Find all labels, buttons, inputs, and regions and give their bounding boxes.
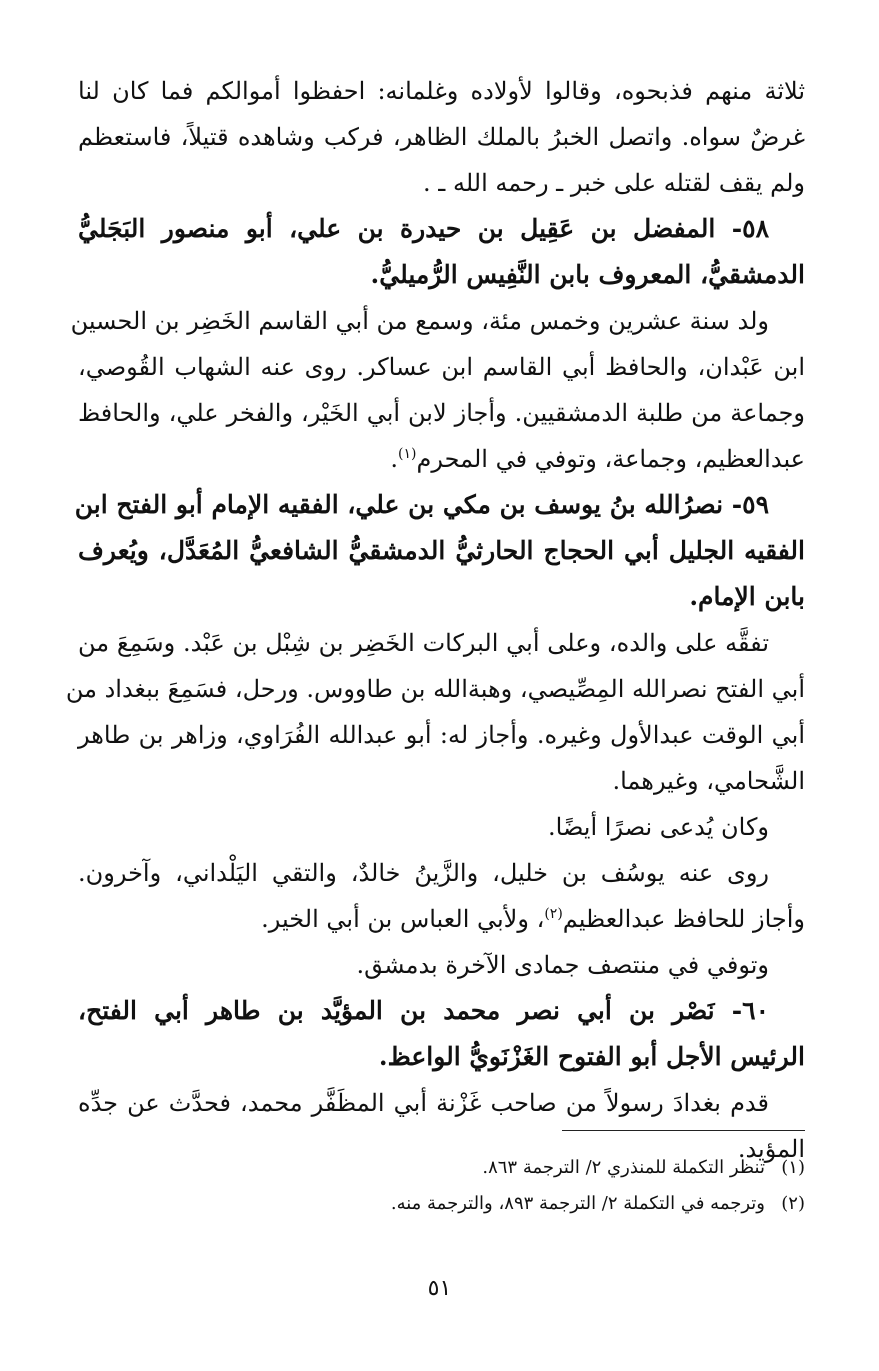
footnote-ref-1[interactable]: (١) xyxy=(398,446,417,462)
text-line: ولم يقف لقتله على خبر ـ رحمه الله ـ . xyxy=(423,169,805,197)
text-segment: وأجاز للحافظ عبدالعظيم xyxy=(562,905,805,933)
entry-59-heading xyxy=(74,482,805,620)
text-line: وتوفي في منتصف جمادى الآخرة بدمشق. xyxy=(356,951,769,979)
text-segment: عبدالعظيم، وجماعة، وتوفي في المحرم xyxy=(416,445,805,473)
text-line: أبي الوقت عبدالأول وغيره. وأجاز له: أبو عبدالله الفُرَاوي، وزاهر بن طاهر xyxy=(78,721,805,749)
text-line: وكان يُدعى نصرًا أيضًا. xyxy=(548,813,769,841)
text-line: روى عنه يوسُف بن خليل، والزَّينُ خالدٌ، والتقي اليَلْداني، وآخرون. xyxy=(78,859,770,887)
entry-59-paragraph-3 xyxy=(78,850,805,942)
footnote-number: (٢) xyxy=(781,1193,805,1214)
text-line: قدم بغدادَ رسولاً من صاحب غَزْنة أبي المظَفَّر محمد، فحدَّث عن جدِّه xyxy=(78,1089,769,1117)
entry-59-paragraph-2 xyxy=(78,804,805,850)
page-body xyxy=(65,68,806,1172)
text-line xyxy=(78,896,805,942)
heading-line: ٥٩- نصرُالله بنُ يوسف بن مكي بن علي، الفقيه الإمام أبو الفتح ابن xyxy=(74,490,769,519)
text-line: ابن عَبْدان، والحافظ أبي القاسم ابن عساكر. روى عنه الشهاب القُوصي، xyxy=(78,353,805,381)
entry-58-heading xyxy=(78,206,805,298)
heading-line: بابن الإمام. xyxy=(689,582,805,611)
text-line: المؤيد. xyxy=(737,1135,805,1163)
text-line: الشَّحامي، وغيرهما. xyxy=(612,767,805,795)
footnote-1 xyxy=(78,1150,805,1186)
footnote-text: تنظر التكملة للمنذري ٢/ الترجمة ٨٦٣. xyxy=(482,1157,765,1178)
footnote-text: وترجمه في التكملة ٢/ الترجمة ٨٩٣، والترجمة منه. xyxy=(390,1193,765,1214)
heading-line: الرئيس الأجل أبو الفتوح الغَزْنَويُّ الواعظ. xyxy=(378,1042,805,1071)
heading-line: الفقيه الجليل أبي الحجاج الحارثيُّ الدمشقيُّ الشافعيُّ المُعَدَّل، ويُعرف xyxy=(78,536,805,565)
footnotes xyxy=(78,1150,805,1222)
entry-59-paragraph-4 xyxy=(78,942,805,988)
entry-59-paragraph-1 xyxy=(65,620,805,804)
footnote-number: (١) xyxy=(781,1157,805,1178)
heading-line: الدمشقيُّ، المعروف بابن النَّفِيس الرُّميليُّ. xyxy=(370,260,805,289)
text-line: ولد سنة عشرين وخمس مئة، وسمع من أبي القاسم الخَضِر بن الحسين xyxy=(70,307,769,335)
text-segment: ، ولأبي العباس بن أبي الخير. xyxy=(261,905,545,933)
entry-60-heading xyxy=(78,988,805,1080)
heading-line: ٦٠- نَصْر بن أبي نصر محمد بن المؤيَّد بن طاهر أبي الفتح، xyxy=(78,996,769,1025)
paragraph-intro xyxy=(78,68,805,206)
footnote-2 xyxy=(78,1186,805,1222)
text-line xyxy=(78,436,805,482)
text-line: وجماعة من طلبة الدمشقيين. وأجاز لابن أبي الخَيْر، والفخر علي، والحافظ xyxy=(78,399,806,427)
entry-58-body xyxy=(70,298,806,482)
text-line: ثلاثة منهم فذبحوه، وقالوا لأولاده وغلمانه: احفظوا أموالكم فما كان لنا xyxy=(78,77,805,105)
heading-line: ٥٨- المفضل بن عَقِيل بن حيدرة بن علي، أبو منصور البَجَليُّ xyxy=(78,214,769,243)
text-line: تفقَّه على والده، وعلى أبي البركات الخَضِر بن شِبْل بن عَبْد. وسَمِعَ من xyxy=(78,629,769,657)
page-number: ٥١ xyxy=(427,1276,452,1301)
text-line: أبي الفتح نصرالله المِصِّيصي، وهبةالله بن طاووس. ورحل، فسَمِعَ ببغداد من xyxy=(65,675,805,703)
footnote-ref-2[interactable]: (٢) xyxy=(544,906,563,922)
footnote-divider xyxy=(562,1130,805,1131)
text-line: غرضٌ سواه. واتصل الخبرُ بالملك الظاهر، فركب وشاهده قتيلاً، فاستعظم xyxy=(78,123,805,151)
text-segment: . xyxy=(390,445,399,473)
